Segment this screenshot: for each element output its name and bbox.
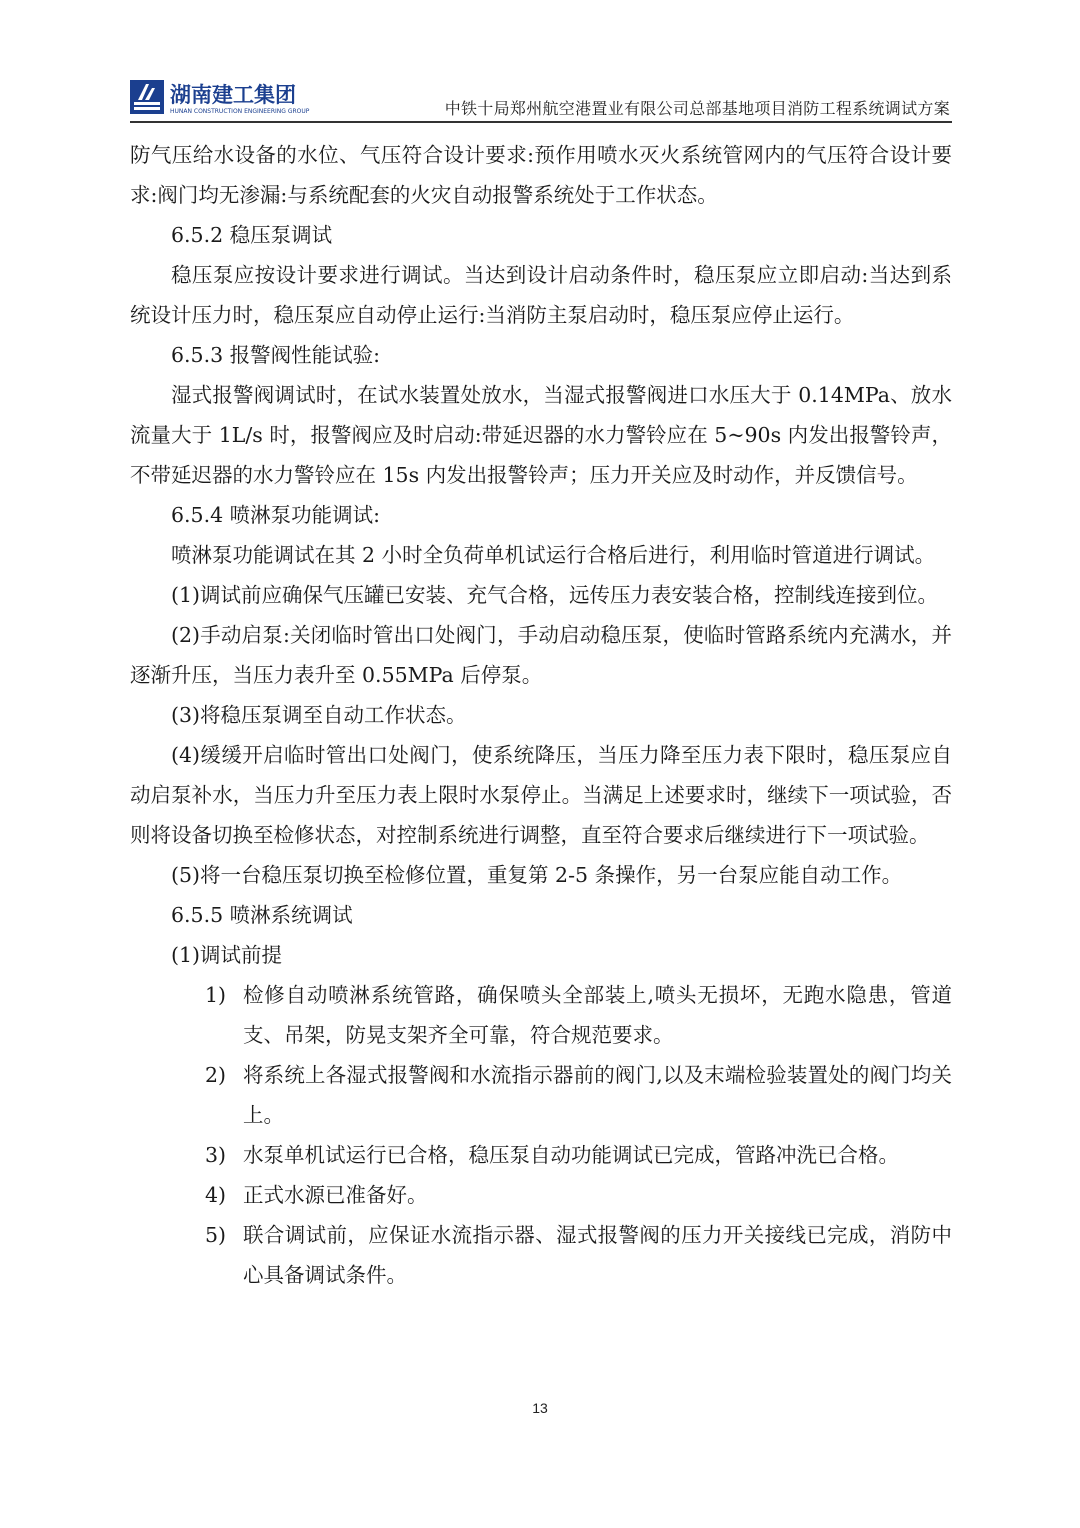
logo-company-name-en: HUNAN CONSTRUCTION ENGINEERING GROUP bbox=[170, 108, 310, 115]
list-item-number: 3) bbox=[205, 1143, 227, 1167]
list-item-text: 水泵单机试运行已合格，稳压泵自动功能调试已完成，管路冲洗已合格。 bbox=[243, 1143, 899, 1167]
body-paragraph: 湿式报警阀调试时，在试水装置处放水，当湿式报警阀进口水压大于 0.14MPa、放水流量大于 1L/s 时，报警阀应及时启动:带延迟器的水力警铃应在 5~90s 内发出报警铃声，不带延迟器的水力警铃应在 15s 内发出报警铃声；压力开关应及时动作，并反馈信号。 bbox=[130, 383, 952, 487]
list-item-number: 5) bbox=[205, 1223, 227, 1247]
company-logo bbox=[130, 78, 325, 116]
list-item-text: 正式水源已准备好。 bbox=[243, 1183, 428, 1207]
list-item bbox=[130, 1175, 952, 1215]
section-heading-6-5-3: 6.5.3 报警阀性能试验: bbox=[171, 343, 381, 367]
list-item-text: 检修自动喷淋系统管路，确保喷头全部装上,喷头无损坏，无跑水隐患，管道支、吊架，防晃支架齐全可靠，符合规范要求。 bbox=[243, 983, 952, 1047]
step-3: (3)将稳压泵调至自动工作状态。 bbox=[171, 703, 467, 727]
step-5: (5)将一台稳压泵切换至检修位置，重复第 2-5 条操作，另一台泵应能自动工作。 bbox=[171, 863, 903, 887]
section-heading-6-5-5: 6.5.5 喷淋系统调试 bbox=[171, 903, 353, 927]
logo-mark-icon bbox=[130, 78, 325, 116]
section-heading-6-5-4: 6.5.4 喷淋泵功能调试: bbox=[171, 503, 381, 527]
list-item bbox=[130, 975, 952, 1055]
document-title: 中铁十局郑州航空港置业有限公司总部基地项目消防工程系统调试方案 bbox=[444, 99, 950, 118]
logo-company-name: 湖南建工集团 bbox=[170, 83, 296, 107]
subsection-heading: (1)调试前提 bbox=[171, 943, 283, 967]
page-number: 13 bbox=[532, 1400, 548, 1416]
body-paragraph: 稳压泵应按设计要求进行调试。当达到设计启动条件时，稳压泵应立即启动:当达到系统设计压力时，稳压泵应自动停止运行:当消防主泵启动时，稳压泵应停止运行。 bbox=[130, 263, 952, 327]
body-paragraph: 喷淋泵功能调试在其 2 小时全负荷单机试运行合格后进行，利用临时管道进行调试。 bbox=[171, 543, 936, 567]
section-heading-6-5-2: 6.5.2 稳压泵调试 bbox=[171, 223, 333, 247]
list-item-text: 联合调试前，应保证水流指示器、湿式报警阀的压力开关接线已完成，消防中心具备调试条件。 bbox=[243, 1223, 952, 1287]
list-item-number: 2) bbox=[205, 1063, 227, 1087]
list-item bbox=[130, 1055, 952, 1135]
step-1: (1)调试前应确保气压罐已安装、充气合格，远传压力表安装合格，控制线连接到位。 bbox=[171, 583, 939, 607]
page-header bbox=[130, 72, 952, 122]
list-item-number: 1) bbox=[205, 983, 227, 1007]
list-item-number: 4) bbox=[205, 1183, 227, 1207]
step-2: (2)手动启泵:关闭临时管出口处阀门，手动启动稳压泵，使临时管路系统内充满水，并逐渐升压，当压力表升至 0.55MPa 后停泵。 bbox=[130, 623, 952, 687]
step-4: (4)缓缓开启临时管出口处阀门，使系统降压，当压力降至压力表下限时，稳压泵应自动启泵补水，当压力升至压力表上限时水泵停止。当满足上述要求时，继续下一项试验，否则将设备切换至检修状态，对控制系统进行调整，直至符合要求后继续进行下一项试验。 bbox=[130, 743, 952, 847]
page-body bbox=[130, 135, 952, 1295]
list-item bbox=[130, 1135, 952, 1175]
body-paragraph: 防气压给水设备的水位、气压符合设计要求:预作用喷水灭火系统管网内的气压符合设计要求:阀门均无渗漏:与系统配套的火灾自动报警系统处于工作状态。 bbox=[130, 143, 952, 207]
header-divider bbox=[130, 121, 952, 123]
list-item-text: 将系统上各湿式报警阀和水流指示器前的阀门,以及末端检验装置处的阀门均关上。 bbox=[243, 1063, 952, 1127]
list-item bbox=[130, 1215, 952, 1295]
